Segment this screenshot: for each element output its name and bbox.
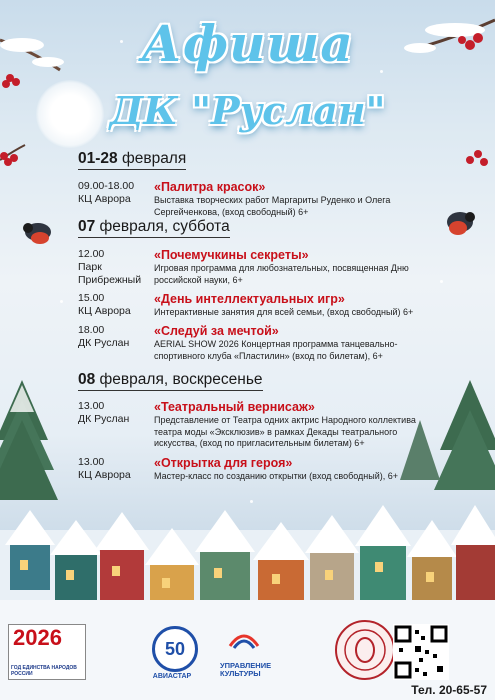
event-item (78, 292, 418, 322)
date-rest: февраля (117, 150, 187, 167)
year-of-unity-logo (8, 624, 86, 680)
event-item (78, 324, 418, 364)
event-time: 13.00 (78, 400, 105, 412)
event-desc: Представление от Театра одних актрис Народного коллектива театра моды «Эксклюзив» в рамках Декады театрального искусства, (вход по пригласительным билетам) 6+ (154, 415, 416, 448)
event-when (78, 400, 153, 426)
event-place: КЦ Аврора (78, 193, 131, 205)
event-time: 13.00 (78, 456, 105, 468)
event-when (78, 324, 153, 350)
culture-emblem-icon (224, 626, 264, 652)
event-body (154, 400, 434, 450)
aviastar-label: АВИАСТАР (152, 673, 192, 680)
event-place: ДК Руслан (78, 337, 130, 349)
event-name: «Театральный вернисаж» (154, 400, 315, 414)
snowflake (60, 300, 63, 303)
date-rest: февраля, суббота (95, 218, 230, 235)
date-number: 01-28 (78, 150, 118, 167)
event-place: ДК Руслан (78, 413, 130, 425)
event-body (154, 456, 434, 483)
event-item (78, 248, 418, 288)
date-header (78, 218, 230, 238)
aviastar-number: 50 (152, 626, 198, 672)
qr-code[interactable] (393, 624, 449, 680)
culture-dept-logo (220, 626, 304, 680)
event-item (78, 400, 418, 450)
event-place: Парк Прибрежный (78, 261, 142, 286)
date-rest: февраля, воскресенье (95, 371, 263, 388)
event-desc: Игровая программа для любознательных, посвященная Дню российской науки, 6+ (154, 263, 409, 285)
event-place: КЦ Аврора (78, 469, 131, 481)
theatre-mask-icon (337, 622, 393, 678)
event-name: «Следуй за мечтой» (154, 324, 279, 338)
event-place: КЦ Аврора (78, 305, 131, 317)
event-time: 09.00-18.00 (78, 180, 135, 192)
year-number (13, 627, 62, 649)
event-desc: AERIAL SHOW 2026 Концертная программа танцевально-спортивного клуба «Пластилин» (вход по билетам), 6+ (154, 339, 398, 361)
date-header (78, 371, 263, 391)
event-time: 18.00 (78, 324, 105, 336)
event-body (154, 324, 434, 362)
date-number: 08 (78, 371, 96, 388)
event-item (78, 456, 418, 486)
snowflake (250, 500, 253, 503)
year-part1: 20 (13, 625, 38, 650)
poster-subtitle: ДК "Руслан" (109, 88, 386, 133)
event-desc: Мастер-класс по созданию открытки (вход свободный), 6+ (154, 471, 399, 481)
phone-number: Тел. 20-65-57 (411, 683, 487, 697)
snowflake (440, 280, 443, 283)
event-name: «Открытка для героя» (154, 456, 293, 470)
event-name: «Палитра красок» (154, 180, 266, 194)
aviastar-logo (140, 626, 204, 680)
dk-seal-emblem (335, 620, 395, 680)
poster-title: Афиша (141, 14, 354, 73)
event-when (78, 292, 153, 318)
date-number: 07 (78, 218, 96, 235)
culture-label: УПРАВЛЕНИЕ КУЛЬТУРЫ (220, 661, 272, 678)
event-when (78, 456, 153, 482)
event-time: 12.00 (78, 248, 105, 260)
event-body (154, 248, 434, 286)
year-caption: ГОД ЕДИНСТВА НАРОДОВ РОССИИ (11, 665, 77, 677)
event-name: «Почемучкины секреты» (154, 248, 309, 262)
event-desc: Интерактивные занятия для всей семьи, (вход свободный) 6+ (154, 307, 414, 317)
event-body (154, 180, 434, 218)
event-body (154, 292, 434, 319)
event-item (78, 180, 418, 217)
date-header (78, 150, 186, 170)
event-when (78, 248, 153, 287)
event-desc: Выставка творческих работ Маргариты Руденко и Олега Сергейченкова, (вход свободный) 6+ (154, 195, 391, 217)
event-when (78, 180, 153, 206)
qr-code-icon (393, 624, 449, 680)
event-time: 15.00 (78, 292, 105, 304)
event-name: «День интеллектуальных игр» (154, 292, 345, 306)
year-part2: 26 (37, 625, 62, 650)
